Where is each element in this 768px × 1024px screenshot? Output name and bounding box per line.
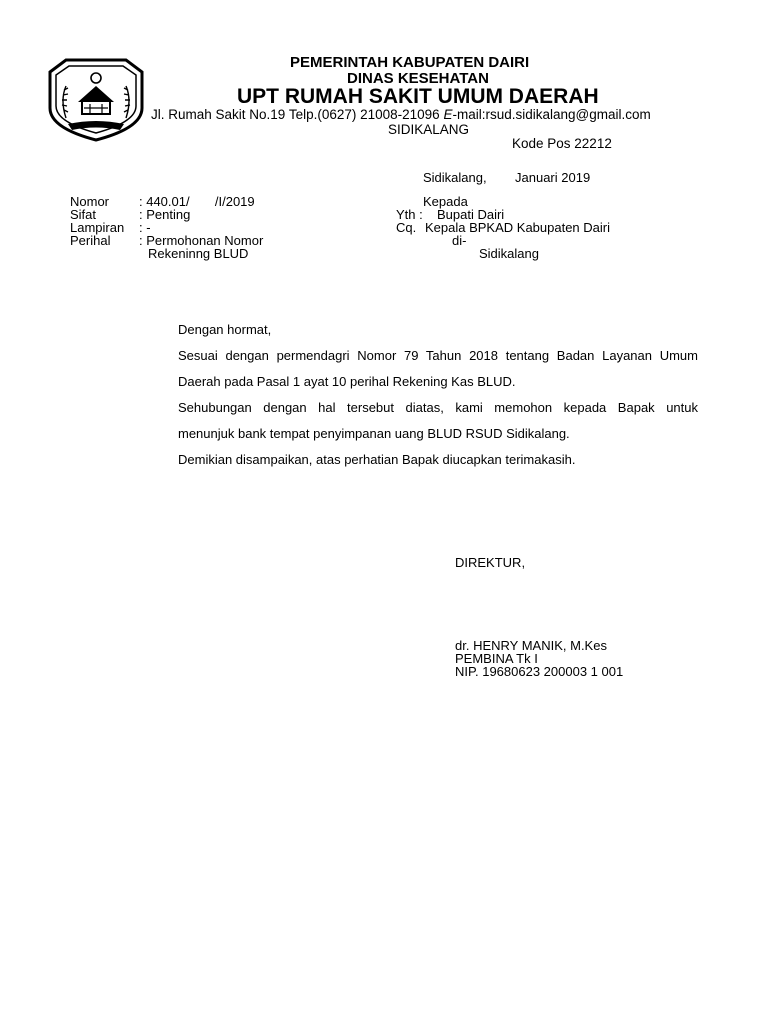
recipient-di: di-	[452, 233, 467, 248]
meta-value-perihal-cont: Rekeninng BLUD	[148, 246, 249, 261]
letterhead-address: Jl. Rumah Sakit No.19 Telp.(0627) 21008-21096 E-mail:rsud.sidikalang@gmail.com	[151, 107, 651, 122]
signature-rank: PEMBINA Tk I	[455, 651, 538, 666]
letter-date: Januari 2019	[515, 170, 591, 185]
meta-value-lampiran: : -	[139, 220, 151, 235]
recipient-kepada: Kepada	[423, 194, 468, 209]
paragraph-1-line-2: Daerah pada Pasal 1 ayat 10 perihal Rekening Kas BLUD.	[178, 374, 516, 389]
meta-value-sifat: : Penting	[139, 207, 191, 222]
recipient-cq-label: Cq.	[396, 220, 417, 235]
meta-label-sifat: Sifat	[70, 207, 97, 222]
recipient-place: Sidikalang	[479, 246, 539, 261]
meta-value-perihal: : Permohonan Nomor	[139, 233, 264, 248]
paragraph-2-line-2: menunjuk bank tempat penyimpanan uang BLUD RSUD Sidikalang.	[178, 426, 570, 441]
salutation: Dengan hormat,	[178, 322, 272, 337]
paragraph-2-line-1: Sehubungan dengan hal tersebut diatas, kami memohon kepada Bapak untuk	[178, 400, 698, 415]
letterhead-government: PEMERINTAH KABUPATEN DAIRI	[290, 54, 530, 71]
letterhead-postal-code: Kode Pos 22212	[512, 136, 612, 151]
signature-title: DIREKTUR,	[455, 555, 526, 570]
signature-name: dr. HENRY MANIK, M.Kes	[455, 638, 607, 653]
meta-label-lampiran: Lampiran	[70, 220, 125, 235]
recipient-cq-value: Kepala BPKAD Kabupaten Dairi	[425, 220, 611, 235]
dairi-regency-emblem-icon	[46, 58, 146, 142]
letter-date-place: Sidikalang,	[423, 170, 487, 185]
meta-value-nomor: : 440.01/ /I/2019	[139, 194, 255, 209]
letterhead-department: DINAS KESEHATAN	[347, 70, 489, 87]
closing-sentence: Demikian disampaikan, atas perhatian Bapak diucapkan terimakasih.	[178, 452, 576, 467]
letterhead-hospital-name: UPT RUMAH SAKIT UMUM DAERAH	[237, 85, 599, 108]
meta-label-nomor: Nomor	[70, 194, 110, 209]
signature-nip: NIP. 19680623 200003 1 001	[455, 664, 624, 679]
recipient-yth-value: Bupati Dairi	[437, 207, 505, 222]
meta-label-perihal: Perihal	[70, 233, 111, 248]
recipient-yth-label: Yth :	[396, 207, 423, 222]
paragraph-1-line-1: Sesuai dengan permendagri Nomor 79 Tahun 2018 tentang Badan Layanan Umum	[178, 348, 698, 363]
letterhead-city: SIDIKALANG	[388, 122, 470, 137]
